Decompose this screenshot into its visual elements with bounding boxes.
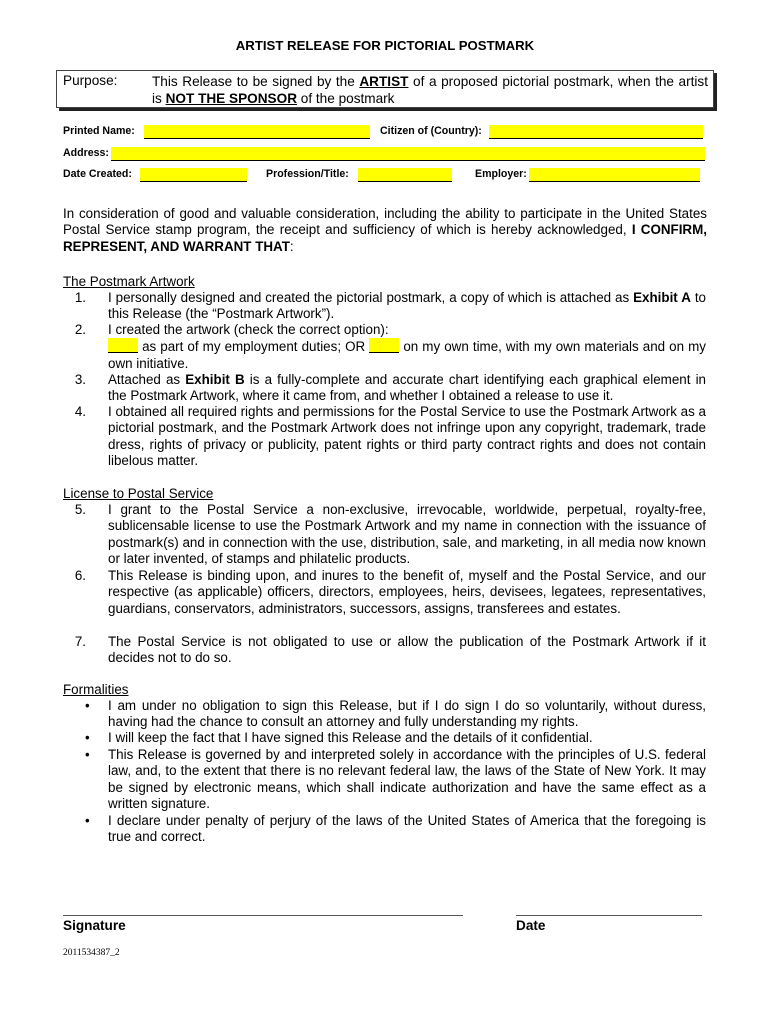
field-row-details [0,168,770,184]
purpose-text [152,73,708,107]
employer-input[interactable] [529,168,700,182]
employment-duties-checkbox[interactable] [108,338,138,353]
date-created-label: Date Created: [63,168,132,180]
citizen-of-input[interactable] [489,125,703,139]
item-text: on my own time, with my own materials and on my own initiative. [108,339,706,371]
list-item: I grant to the Postal Service a non-exclusive, irrevocable, worldwide, perpetual, royalty-free, sublicensable license to use the Postmark Artwork and my name in connection with the issuance of postmark(s) and in connection with the use, distribution, sale, and marketing, in all media now known or later invented, of stamps and philatelic products. [108,502,706,566]
section-heading-artwork: The Postmark Artwork [63,274,195,289]
own-initiative-checkbox[interactable] [369,338,399,353]
item-number: 7. [74,634,86,649]
list-item: This Release is governed by and interpreted solely in accordance with the principles of U.S. federal law, and, to the extent that there is no relevant federal law, the laws of the State of New York. It may be signed by electronic means, which shall indicate authorization and have the same effect as a written signature. [108,747,706,811]
printed-name-label: Printed Name: [63,125,135,137]
item-text: I personally designed and created the pictorial postmark, a copy of which is attached as [108,290,634,305]
date-label: Date [516,918,546,933]
item-number: 6. [74,568,86,583]
item-number: 5. [74,502,86,517]
intro-text: In consideration of good and valuable consideration, including the ability to participate in the United States Postal Service stamp program, the receipt and sufficiency of which is hereby acknowledged, [63,206,707,238]
list-item: I obtained all required rights and permissions for the Postal Service to use the Postmark Artwork as a pictorial postmark, and the Postmark Artwork does not infringe upon any copyright, trademark, trade dress, rights of privacy or publicity, patent rights or third party contract rights and does not contain libelous matter. [108,404,706,468]
employer-label: Employer: [475,168,527,180]
formalities-list [0,698,770,848]
intro-paragraph [63,206,707,255]
section-heading-formalities: Formalities [63,682,129,697]
list-item: This Release is binding upon, and inures to the benefit of, myself and the Postal Service, and our respective (as applicable) officers, directors, employees, heirs, devisees, legatees, representatives, guardians, conservators, administrators, successors, assigns, transferees and estates. [108,568,706,616]
list-item [108,372,706,405]
exhibit-b: Exhibit B [185,372,245,387]
item-text: to this Release (the “Postmark Artwork”). [108,290,707,322]
purpose-text-part: of the postmark [297,91,395,106]
item-number: 3. [74,372,86,387]
exhibit-a: Exhibit A [633,290,691,305]
list-item: I am under no obligation to sign this Release, but if I do sign I do so voluntarily, without duress, having had the chance to consult an attorney and fully understanding my rights. [108,698,706,730]
date-created-input[interactable] [140,168,247,182]
field-row-address [0,147,770,163]
item-text: I created the artwork (check the correct option): [108,322,389,337]
profession-label: Profession/Title: [266,168,349,180]
field-row-name [0,125,770,141]
bullet-icon: • [85,730,90,745]
item-number: 2. [74,322,86,337]
bullet-icon: • [85,813,90,828]
artist-emphasis: ARTIST [359,74,409,89]
citizen-of-label: Citizen of (Country): [380,125,482,137]
section-heading-license: License to Postal Service [63,486,214,501]
list-item [108,290,706,323]
list-item [108,322,706,372]
address-label: Address: [63,147,109,159]
item-number: 1. [74,290,86,305]
address-input[interactable] [111,147,705,161]
item-number: 4. [74,404,86,419]
list-item: I declare under penalty of perjury of the laws of the United States of America that the foregoing is true and correct. [108,813,706,845]
purpose-text-part: of a proposed pictorial postmark, when the artist is [152,74,709,106]
item-text: Attached as [108,372,186,387]
bullet-icon: • [85,698,90,713]
signature-label: Signature [63,918,126,933]
intro-end: : [289,238,294,254]
bullet-icon: • [85,747,90,762]
artwork-list [0,290,770,475]
list-item: The Postal Service is not obligated to use or allow the publication of the Postmark Artwork if it decides not to do so. [108,634,706,666]
purpose-label: Purpose: [63,73,118,88]
purpose-text-part: This Release to be signed by the [152,74,360,89]
document-title: ARTIST RELEASE FOR PICTORIAL POSTMARK [235,38,535,53]
printed-name-input[interactable] [144,125,370,139]
intro-warrant: I CONFIRM, REPRESENT, AND WARRANT THAT [63,222,707,254]
item-text: is a fully-complete and accurate chart identifying each graphical element in the Postmark Artwork, where it came from, and whether I obtained a release to use it. [108,372,706,404]
signature-line[interactable] [63,915,463,916]
license-list [0,502,770,672]
profession-input[interactable] [358,168,452,182]
document-code: 2011534387_2 [63,948,120,958]
not-sponsor-emphasis: NOT THE SPONSOR [165,91,298,106]
date-line[interactable] [516,915,702,916]
item-text: as part of my employment duties; OR [138,339,370,355]
list-item: I will keep the fact that I have signed this Release and the details of it confidential. [108,730,593,745]
